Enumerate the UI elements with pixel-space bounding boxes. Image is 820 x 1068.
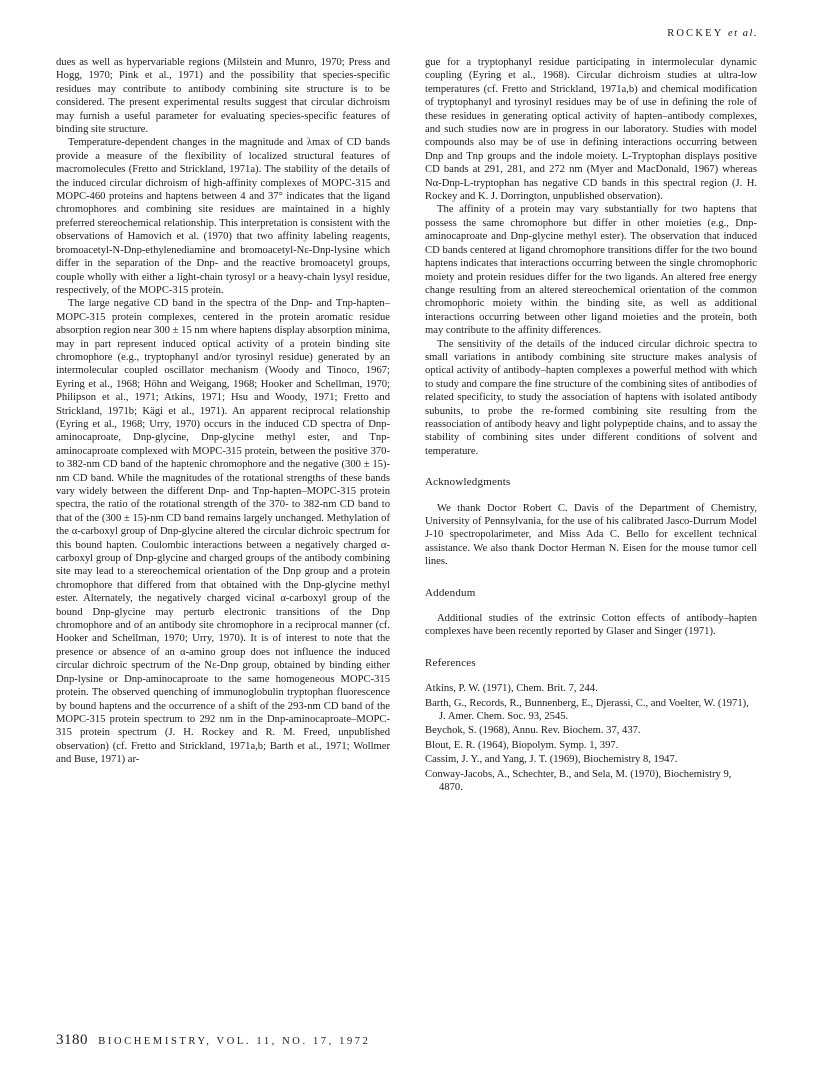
addendum-text: Additional studies of the extrinsic Cotton effects of antibody–hapten complexes have been recently reported by Glaser and Singer (1971). (425, 613, 757, 638)
journal-citation: BIOCHEMISTRY, VOL. 11, NO. 17, 1972 (98, 1036, 371, 1047)
reference-item: Cassim, J. Y., and Yang, J. T. (1969), Biochemistry 8, 1947. (425, 754, 678, 766)
paragraph: The sensitivity of the details of the induced circular dichroic spectra to small variations in antibody combining site structure makes analysis of optical activity of antibody–hapten complexes a powerful method with which to study and compare the fine structure of the combining sites of antibodies of related specificity, to study the association of haptens with isolated antibody subunits, to probe the re-formed combining site resulting from the reassociation of antibody heavy and light polypeptide chains, and to assay the stability of combining sites under different conditions of solvent and temperature. (425, 338, 757, 457)
paragraph: dues as well as hypervariable regions (Milstein and Munro, 1970; Press and Hogg, 1970; Pink et al., 1971) and the possibility that species-specific residues may contribute to antibody combining site structure is to be considered. The present experimental results suggest that circular dichroism may furnish a useful parameter for evaluating species-specific features of binding site structure. (56, 57, 390, 136)
paragraph: Temperature-dependent changes in the magnitude and λmax of CD bands provide a measure of the flexibility of localized structural features of macromolecules (Fretto and Strickland, 1971a). The stability of the details of the induced circular dichroism of high-affinity complexes of MOPC-315 and MOPC-460 proteins and haptens between 4 and 37° indicates that the ligand chromophores and combining site residues are maintained in a highly preferred stereochemical relationship. This interpretation is consistent with the observations of Hamovich et al. (1970) that two affinity labeling reagents, bromoacetyl-N-Dnp-ethylenediamine and bromoacetyl-Nε-Dnp-lysine which differ in the separation of the Dnp- and the reactive bromoacetyl groups, couple wholly with either a light-chain tyrosyl or a heavy-chain lysyl residue, respectively, of the MOPC-315 protein. (56, 137, 390, 296)
reference-item: Blout, E. R. (1964), Biopolym. Symp. 1, 397. (425, 739, 619, 751)
reference-item: Barth, G., Records, R., Bunnenberg, E., Djerassi, C., and Voelter, W. (1971), J. Amer. Chem. Soc. 93, 2545. (425, 697, 749, 723)
references-heading: References (425, 656, 476, 669)
paragraph: The large negative CD band in the spectra of the Dnp- and Tnp-hapten–MOPC-315 protein complexes, centered in the protein aromatic residue absorption region near 300 ± 15 nm where haptens display absorption minima, may in part represent induced optical activity of a protein binding site chromophore (e.g., tryptophanyl and/or tyrosinyl residue) generated by an intermolecular coupled oscillator mechanism (Woody and Tinoco, 1967; Eyring et al., 1968; Höhn and Weigang, 1968; Hooker and Schellman, 1970; Philipson et al., 1971; Atkins, 1971; Hsu and Woody, 1971; Fretto and Strickland, 1971b; Kägi et al., 1971). An apparent reciprocal relationship (Eyring et al., 1968; Urry, 1970) occurs in the induced CD spectra of Dnp-aminocaproate, Dnp-glycine, Dnp-glycine methyl ester, and Tnp-aminocaproate complexed with MOPC-315 protein, between the positive 370- to 382-nm CD band of the haptenic chromophore and the negative (300 ± 15)-nm CD band. While the magnitudes of the rotational strengths of these bands vary widely between the different Dnp- and Tnp-hapten–MOPC-315 protein spectra, the ratio of the rotational strength of the 370- to 382-nm CD band to that of the (300 ± 15)-nm CD band remains largely unchanged. Methylation of the α-carboxyl group of Dnp-glycine altered the circular dichroic spectrum for this bound hapten. Coulombic interactions between a negatively charged α-carboxyl group of Dnp-glycine and charged groups of the antibody combining site may lead to a stereochemical orientation of the Dnp group and a protein chromophore that differed from that obtained with the Dnp-glycine methyl ester. Alternately, the negatively charged vicinal α-carboxyl group of the bound Dnp-glycine may perturb electronic transitions of the Dnp chromophore and of an antibody site chromophore in a reciprocal manner (cf. Hooker and Schellman, 1970; Urry, 1970). It is of interest to note that the presence or absence of an α-amino group does not influence the induced circular dichroic spectrum of the Nε-Dnp group, obtained by binding either Dnp-lysine or Dnp-aminocaproate to the same homogeneous MOPC-315 protein. The observed quenching of immunoglobulin tryptophan fluorescence by bound haptens and the occurrence of a shift of the 293-nm CD band of the MOPC-315 protein spectrum to 292 nm in the Dnp-aminocaproate–MOPC-315 protein spectrum (J. H. Rockey and R. M. Freed, unpublished observation) (cf. Fretto and Strickland, 1971a,b; Barth et al., 1971; Wollmer and Buse, 1971) ar- (56, 298, 390, 766)
page-footer (56, 1032, 371, 1049)
reference-item: Conway-Jacobs, A., Schechter, B., and Sela, M. (1970), Biochemistry 9, 4870. (425, 768, 732, 794)
paragraph: gue for a tryptophanyl residue participating in intermolecular dynamic coupling (Eyring et al., 1968). Circular dichroism studies at ultra-low temperatures (cf. Fretto and Strickland, 1971a,b) and chemical modification of tryptophanyl and tyrosinyl residues may be of use in defining the role of these residues in generating optical activity of hapten–antibody complexes, and such studies now are in progress in our laboratory. Studies with model compounds also may be of use in defining interactions occurring between Dnp and Tnp groups and the indole moiety. L-Tryptophan displays positive CD bands at 291, 281, and 272 nm (Myer and MacDonald, 1967) whereas Nα-Dnp-L-tryptophan has negative CD bands in this spectral region (J. H. Rockey and K. J. Dorrington, unpublished observation). (425, 57, 757, 203)
left-column (56, 56, 390, 767)
running-head-author: ROCKEY (667, 28, 724, 39)
reference-item: Atkins, P. W. (1971), Chem. Brit. 7, 244. (425, 683, 598, 695)
references-list (425, 682, 757, 794)
reference-item: Beychok, S. (1968), Annu. Rev. Biochem. 37, 437. (425, 725, 641, 737)
addendum-heading: Addendum (425, 586, 476, 599)
running-head-etal: et al. (728, 28, 758, 39)
right-column (425, 56, 757, 796)
running-head (667, 28, 758, 39)
page-number: 3180 (56, 1032, 88, 1048)
paragraph: The affinity of a protein may vary substantially for two haptens that possess the same chromophore but differ in other moieties (e.g., Dnp-aminocaproate and Dnp-glycine methyl ester). The observation that induced CD bands centered at ligand chromophore transitions differ for the two bound haptens indicates that interactions occurring between the single chromophoric moiety and protein residues differ for the two ligands. An altered free energy change resulting from an altered stereochemical orientation of the common chromophoric moiety within the binding site, as well as additional interactions occurring between other ligand moieties and the protein, both may contribute to the affinity differences. (425, 204, 757, 337)
acknowledgments-text: We thank Doctor Robert C. Davis of the Department of Chemistry, University of Pennsylvania, for the use of his calibrated Jasco-Durrum Model J-10 spectropolarimeter, and Miss Ada C. Bello for excellent technical assistance. We also thank Doctor Herman N. Eisen for the mouse tumor cell lines. (425, 502, 757, 568)
acknowledgments-heading: Acknowledgments (425, 476, 511, 489)
